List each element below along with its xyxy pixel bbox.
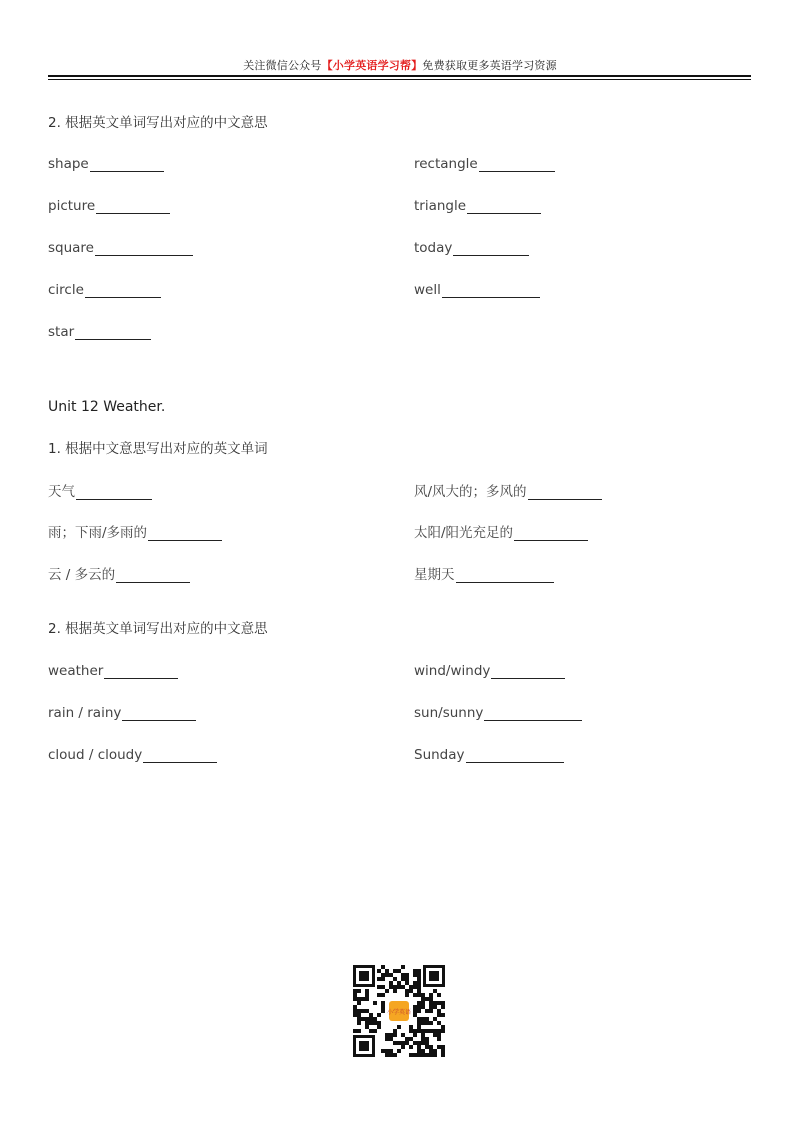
- qr-module: [405, 989, 409, 993]
- qr-module: [417, 969, 421, 973]
- qr-module: [405, 981, 409, 985]
- qr-module: [417, 973, 421, 977]
- answer-blank[interactable]: [143, 748, 217, 763]
- qr-module: [417, 1053, 421, 1057]
- qr-module: [425, 1029, 429, 1033]
- qr-module: [365, 1025, 369, 1029]
- qr-finder-top-right: [423, 965, 445, 987]
- answer-blank[interactable]: [85, 283, 161, 298]
- qr-module: [421, 1029, 425, 1033]
- qr-module: [353, 1009, 357, 1013]
- qr-module: [401, 977, 405, 981]
- word-item: shape: [48, 156, 164, 172]
- word-item: well: [414, 282, 540, 298]
- qr-module: [357, 1021, 361, 1025]
- qr-module: [429, 1053, 433, 1057]
- section2-heading: 1. 根据中文意思写出对应的英文单词: [48, 441, 268, 457]
- qr-module: [409, 1037, 413, 1041]
- word-item: weather: [48, 663, 178, 679]
- qr-module: [417, 1021, 421, 1025]
- qr-module: [377, 993, 381, 997]
- qr-module: [357, 997, 361, 1001]
- qr-module: [429, 1049, 433, 1053]
- qr-module: [413, 1005, 417, 1009]
- word-item: triangle: [414, 198, 541, 214]
- qr-module: [417, 989, 421, 993]
- qr-module: [417, 1049, 421, 1053]
- qr-module: [421, 1001, 425, 1005]
- qr-module: [433, 989, 437, 993]
- qr-module: [417, 1041, 421, 1045]
- qr-module: [377, 985, 381, 989]
- qr-module: [377, 1013, 381, 1017]
- qr-module: [421, 1021, 425, 1025]
- qr-module: [441, 1045, 445, 1049]
- qr-module: [389, 1049, 393, 1053]
- qr-module: [413, 1053, 417, 1057]
- qr-module: [353, 1013, 357, 1017]
- qr-module: [393, 1029, 397, 1033]
- qr-module: [433, 1033, 437, 1037]
- qr-module: [433, 1001, 437, 1005]
- qr-module: [357, 1001, 361, 1005]
- qr-module: [413, 969, 417, 973]
- qr-module: [377, 969, 381, 973]
- qr-module: [389, 1033, 393, 1037]
- qr-module: [433, 1017, 437, 1021]
- qr-module: [369, 1017, 373, 1021]
- header-brand: 【小学英语学习帮】: [321, 59, 423, 72]
- qr-module: [357, 1029, 361, 1033]
- header-suffix: 免费获取更多英语学习资源: [422, 59, 557, 72]
- qr-module: [393, 1053, 397, 1057]
- qr-module: [373, 1017, 377, 1021]
- qr-center-logo: [387, 999, 411, 1023]
- qr-module: [381, 965, 385, 969]
- qr-badge-text: 小学英语: [386, 1009, 412, 1016]
- qr-module: [385, 989, 389, 993]
- qr-module: [377, 1025, 381, 1029]
- qr-module: [413, 1041, 417, 1045]
- answer-blank[interactable]: [104, 664, 178, 679]
- qr-module: [413, 1033, 417, 1037]
- answer-blank[interactable]: [456, 568, 554, 583]
- qr-module: [353, 1005, 357, 1009]
- page-header: [0, 57, 800, 73]
- qr-module: [365, 1017, 369, 1021]
- qr-module: [401, 985, 405, 989]
- answer-blank[interactable]: [466, 748, 564, 763]
- header-rule: [48, 75, 751, 77]
- qr-module: [389, 981, 393, 985]
- qr-module: [425, 1041, 429, 1045]
- qr-module: [397, 985, 401, 989]
- answer-blank[interactable]: [122, 706, 196, 721]
- qr-module: [413, 993, 417, 997]
- word-item: wind/windy: [414, 663, 565, 679]
- qr-module: [401, 1033, 405, 1037]
- qr-module: [389, 1053, 393, 1057]
- qr-module: [397, 1049, 401, 1053]
- qr-module: [385, 1033, 389, 1037]
- qr-module: [433, 1029, 437, 1033]
- answer-blank[interactable]: [96, 199, 170, 214]
- answer-blank[interactable]: [75, 325, 151, 340]
- qr-module: [405, 973, 409, 977]
- qr-module: [421, 1037, 425, 1041]
- word-item: sun/sunny: [414, 705, 582, 721]
- qr-module: [365, 989, 369, 993]
- section1-heading: 2. 根据英文单词写出对应的中文意思: [48, 115, 268, 131]
- qr-module: [417, 1005, 421, 1009]
- answer-blank[interactable]: [76, 485, 152, 500]
- answer-blank[interactable]: [116, 568, 190, 583]
- word-item: Sunday: [414, 747, 564, 763]
- qr-module: [377, 1021, 381, 1025]
- qr-module: [405, 1041, 409, 1045]
- qr-module: [417, 977, 421, 981]
- qr-module: [413, 1013, 417, 1017]
- qr-module: [385, 973, 389, 977]
- qr-module: [389, 1037, 393, 1041]
- qr-module: [417, 1029, 421, 1033]
- qr-module: [421, 1033, 425, 1037]
- qr-module: [425, 1009, 429, 1013]
- qr-module: [357, 1017, 361, 1021]
- qr-finder-top-left: [353, 965, 375, 987]
- qr-module: [429, 997, 433, 1001]
- qr-module: [441, 1053, 445, 1057]
- word-item: 天气: [48, 484, 152, 500]
- qr-module: [373, 1021, 377, 1025]
- qr-module: [381, 1049, 385, 1053]
- qr-module: [417, 1009, 421, 1013]
- word-item: picture: [48, 198, 170, 214]
- qr-module: [429, 1005, 433, 1009]
- word-item: rectangle: [414, 156, 555, 172]
- word-item: 云 / 多云的: [48, 567, 190, 583]
- qr-module: [429, 1045, 433, 1049]
- qr-module: [405, 977, 409, 981]
- qr-module: [425, 1017, 429, 1021]
- qr-module: [437, 1013, 441, 1017]
- qr-module: [381, 1001, 385, 1005]
- word-item: rain / rainy: [48, 705, 196, 721]
- qr-module: [413, 1029, 417, 1033]
- qr-module: [397, 969, 401, 973]
- qr-module: [393, 969, 397, 973]
- qr-module: [353, 997, 357, 1001]
- qr-module: [413, 1009, 417, 1013]
- qr-module: [433, 1053, 437, 1057]
- qr-module: [389, 985, 393, 989]
- qr-module: [417, 1001, 421, 1005]
- qr-module: [393, 1033, 397, 1037]
- unit-title: Unit 12 Weather.: [48, 399, 166, 415]
- qr-module: [381, 1005, 385, 1009]
- word-item: star: [48, 324, 151, 340]
- qr-module: [421, 1005, 425, 1009]
- qr-module: [365, 1021, 369, 1025]
- qr-module: [425, 997, 429, 1001]
- answer-blank[interactable]: [442, 283, 540, 298]
- qr-module: [437, 1001, 441, 1005]
- qr-module: [425, 1021, 429, 1025]
- word-item: circle: [48, 282, 161, 298]
- qr-module: [421, 1053, 425, 1057]
- qr-module: [425, 1053, 429, 1057]
- qr-module: [381, 1009, 385, 1013]
- qr-module: [385, 1049, 389, 1053]
- qr-module: [437, 1045, 441, 1049]
- qr-module: [385, 969, 389, 973]
- word-item: square: [48, 240, 193, 256]
- qr-module: [441, 1005, 445, 1009]
- qr-module: [353, 1029, 357, 1033]
- qr-module: [425, 1037, 429, 1041]
- qr-module: [405, 993, 409, 997]
- qr-module: [421, 1049, 425, 1053]
- qr-module: [409, 1025, 413, 1029]
- qr-module: [441, 1025, 445, 1029]
- qr-module: [413, 981, 417, 985]
- qr-module: [361, 1017, 365, 1021]
- qr-module: [437, 1037, 441, 1041]
- qr-module: [401, 1041, 405, 1045]
- qr-module: [429, 993, 433, 997]
- qr-module: [361, 997, 365, 1001]
- qr-module: [373, 1029, 377, 1033]
- qr-module: [437, 1021, 441, 1025]
- qr-module: [353, 989, 357, 993]
- qr-module: [413, 973, 417, 977]
- qr-module: [441, 1013, 445, 1017]
- qr-finder-bottom-left: [353, 1035, 375, 1057]
- qr-module: [417, 985, 421, 989]
- qr-module: [441, 1001, 445, 1005]
- answer-blank[interactable]: [467, 199, 541, 214]
- qr-module: [377, 977, 381, 981]
- qr-module: [385, 1037, 389, 1041]
- qr-module: [421, 997, 425, 1001]
- word-item: 星期天: [414, 567, 554, 583]
- qr-module: [409, 985, 413, 989]
- header-prefix: 关注微信公众号: [243, 59, 322, 72]
- qr-module: [433, 1049, 437, 1053]
- answer-blank[interactable]: [514, 526, 588, 541]
- qr-module: [433, 1005, 437, 1009]
- qr-module: [409, 1045, 413, 1049]
- qr-module: [373, 1001, 377, 1005]
- qr-module: [405, 1037, 409, 1041]
- qr-module: [429, 1029, 433, 1033]
- qr-module: [353, 993, 357, 997]
- qr-module: [393, 985, 397, 989]
- qr-module: [369, 1013, 373, 1017]
- qr-module: [393, 989, 397, 993]
- qr-module: [429, 1021, 433, 1025]
- qr-module: [421, 1017, 425, 1021]
- answer-blank[interactable]: [491, 664, 565, 679]
- answer-blank[interactable]: [148, 526, 222, 541]
- qr-module: [389, 973, 393, 977]
- qr-module: [357, 1013, 361, 1017]
- qr-module: [381, 977, 385, 981]
- word-item: 雨；下雨/多雨的: [48, 525, 222, 541]
- qr-module: [437, 1029, 441, 1033]
- qr-module: [437, 1033, 441, 1037]
- qr-module: [413, 985, 417, 989]
- qr-module: [437, 1009, 441, 1013]
- qr-module: [429, 1009, 433, 1013]
- qr-module: [409, 989, 413, 993]
- qr-module: [417, 1045, 421, 1049]
- qr-module: [381, 973, 385, 977]
- qr-module: [417, 1025, 421, 1029]
- qr-module: [393, 1041, 397, 1045]
- qr-module: [421, 993, 425, 997]
- answer-blank[interactable]: [528, 485, 602, 500]
- word-item: cloud / cloudy: [48, 747, 217, 763]
- qr-module: [397, 1025, 401, 1029]
- section3-heading: 2. 根据英文单词写出对应的中文意思: [48, 621, 268, 637]
- word-item: 风/风大的；多风的: [414, 484, 602, 500]
- qr-module: [385, 1053, 389, 1057]
- answer-blank[interactable]: [484, 706, 582, 721]
- qr-module: [365, 1009, 369, 1013]
- qr-module: [397, 981, 401, 985]
- qr-module: [409, 1029, 413, 1033]
- qr-module: [401, 965, 405, 969]
- qr-module: [417, 993, 421, 997]
- qr-module: [401, 973, 405, 977]
- qr-module: [393, 977, 397, 981]
- answer-blank[interactable]: [95, 241, 193, 256]
- qr-module: [417, 981, 421, 985]
- header-rule-thin: [48, 79, 751, 80]
- qr-module: [417, 1017, 421, 1021]
- answer-blank[interactable]: [90, 157, 164, 172]
- qr-module: [381, 985, 385, 989]
- qr-module: [357, 1009, 361, 1013]
- qr-module: [401, 1045, 405, 1049]
- answer-blank[interactable]: [453, 241, 529, 256]
- qr-module: [397, 1041, 401, 1045]
- qr-module: [441, 1049, 445, 1053]
- qr-module: [437, 993, 441, 997]
- qr-code-icon[interactable]: [353, 965, 445, 1057]
- qr-module: [361, 1009, 365, 1013]
- qr-module: [357, 989, 361, 993]
- qr-module: [365, 993, 369, 997]
- qr-module: [441, 1029, 445, 1033]
- word-item: 太阳/阳光充足的: [414, 525, 588, 541]
- qr-module: [425, 1045, 429, 1049]
- qr-module: [429, 1001, 433, 1005]
- qr-module: [369, 1021, 373, 1025]
- qr-module: [369, 1029, 373, 1033]
- qr-module: [409, 1053, 413, 1057]
- word-item: today: [414, 240, 529, 256]
- qr-module: [381, 993, 385, 997]
- qr-module: [421, 1041, 425, 1045]
- qr-module: [365, 997, 369, 1001]
- answer-blank[interactable]: [479, 157, 555, 172]
